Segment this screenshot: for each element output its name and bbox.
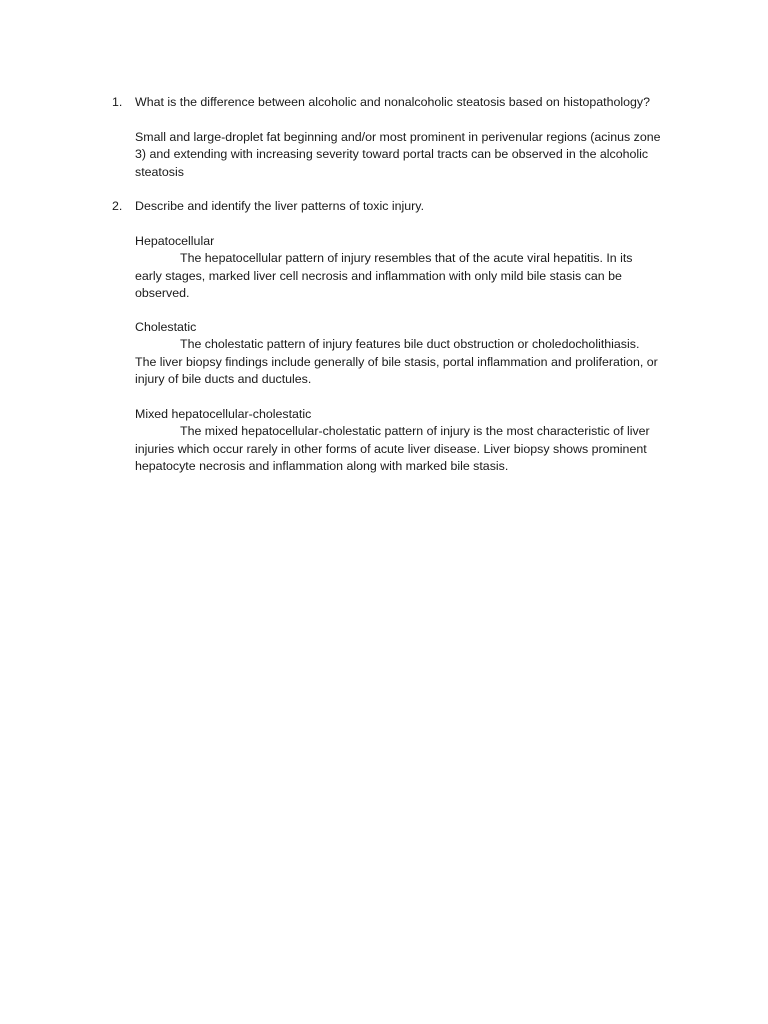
section-line: The hepatocellular pattern of injury resembles that of the acute viral hepatitis. In its	[180, 251, 633, 266]
answer-line: Small and large-droplet fat beginning and/or most prominent in perivenular regions (acinus zone	[135, 130, 661, 144]
list-number: 1.	[112, 95, 123, 109]
question-text	[135, 198, 680, 215]
answer-line: 3) and extending with increasing severity toward portal tracts can be observed in the alcoholic	[135, 147, 649, 162]
question-text	[135, 94, 680, 111]
section-heading: Hepatocellular	[135, 234, 215, 248]
section-line: early stages, marked liver cell necrosis and inflammation with only mild bile stasis can be	[135, 268, 622, 283]
section-line: The liver biopsy findings include generally of bile stasis, portal inflammation and proliferation, or	[135, 354, 658, 369]
section-line: The cholestatic pattern of injury features bile duct obstruction or choledocholithiasis.	[180, 337, 640, 352]
section-mixed	[135, 406, 680, 476]
section-hepatocellular	[135, 233, 680, 303]
section-line: injury of bile ducts and ductules.	[135, 372, 312, 387]
section-heading: Cholestatic	[135, 320, 197, 334]
list-number: 2.	[112, 199, 123, 213]
section-line: observed.	[135, 286, 190, 301]
section-cholestatic	[135, 319, 680, 389]
section-line: The mixed hepatocellular-cholestatic pattern of injury is the most characteristic of liver	[180, 424, 650, 439]
section-line: injuries which occur rarely in other forms of acute liver disease. Liver biopsy shows prominent	[135, 441, 647, 456]
answer-paragraph	[135, 129, 680, 181]
section-line: hepatocyte necrosis and inflammation along with marked bile stasis.	[135, 459, 509, 474]
question-line: Describe and identify the liver patterns of toxic injury.	[135, 199, 425, 213]
answer-line: steatosis	[135, 164, 184, 179]
question-line: What is the difference between alcoholic and nonalcoholic steatosis based on histopathology?	[135, 95, 651, 109]
section-heading: Mixed hepatocellular-cholestatic	[135, 407, 312, 421]
